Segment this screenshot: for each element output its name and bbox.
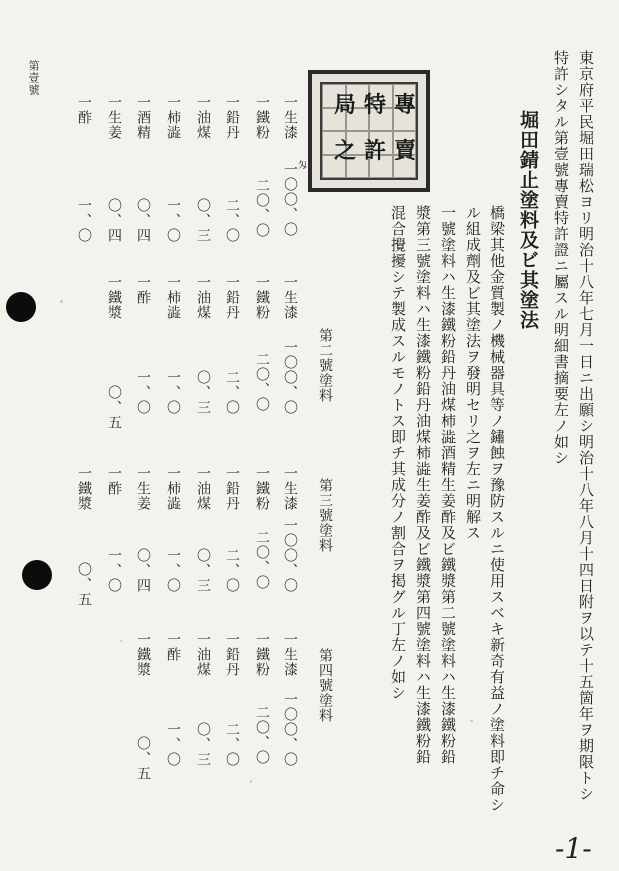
official-seal (308, 70, 430, 192)
body-line-4: ル組成劑及ビ其塗法ヲ發明セリ之ヲ左ニ明解ス (464, 205, 482, 541)
formula-item-amount: 一、〇 (165, 370, 181, 415)
formula-item-name: 一酢 (165, 632, 181, 662)
formula-item-amount: 二、〇 (224, 198, 240, 243)
formula-item-amount: 〇、四 (106, 198, 122, 243)
formula-item-amount: 二〇、〇 (254, 178, 270, 238)
seal-char: 之 (333, 138, 356, 164)
formula-item-amount: 〇、五 (135, 736, 151, 781)
scan-speck (470, 720, 473, 722)
seal-char: 局 (333, 92, 356, 118)
formula-item-name: 一酢 (76, 95, 92, 125)
formula-item-name: 一生漆 (282, 275, 298, 320)
formula-item-amount: 〇、四 (135, 198, 151, 243)
formula-item-name: 一生漆 (282, 95, 298, 140)
formula-item-name: 一酢 (106, 466, 122, 496)
scan-speck (60, 300, 63, 303)
formula-item-name: 一鉛丹 (224, 632, 240, 677)
formula-item-name: 一鐵粉 (254, 632, 270, 677)
formula-heading: 第二號塗料 (317, 328, 333, 403)
formula-item-name: 一酒精 (135, 95, 151, 140)
scan-speck (120, 640, 122, 642)
formula-item-amount: 二〇、〇 (254, 530, 270, 590)
formula-item-name: 一生姜 (135, 466, 151, 511)
formula-item-name: 一柿澁 (165, 466, 181, 511)
page-number: -1- (555, 832, 592, 865)
formula-item-amount: 二〇、〇 (254, 352, 270, 412)
formula-item-amount: 二、〇 (224, 370, 240, 415)
formula-item-amount: 〇、三 (195, 370, 211, 415)
formula-item-name: 一鐵漿 (76, 466, 92, 511)
punch-hole-bottom (22, 560, 52, 590)
formula-item-amount: 一、〇 (76, 198, 92, 243)
formula-item-amount: 一〇〇、〇 (282, 162, 298, 237)
body-line-2: 特許シタル第壹號專賣特許證ニ屬スル明細書摘要左ノ如シ (552, 50, 570, 466)
formula-item-amount: 二、〇 (224, 722, 240, 767)
formula-item-amount: 一、〇 (165, 548, 181, 593)
formula-item-name: 一油煤 (195, 632, 211, 677)
unit-label: 匁 (296, 160, 306, 170)
formula-item-name: 一鐵粉 (254, 275, 270, 320)
formula-item-name: 一油煤 (195, 95, 211, 140)
formula-item-name: 一生漆 (282, 632, 298, 677)
formula-item-amount: 二〇、〇 (254, 705, 270, 765)
scan-speck (250, 780, 252, 783)
seal-char: 許 (363, 138, 386, 164)
body-line-7: 混合攪擾シテ製成スルモノトス即チ其成分ノ割合ヲ掲グル丁左ノ如シ (389, 205, 407, 701)
formula-item-name: 一油煤 (195, 275, 211, 320)
body-line-5: 一號塗料ハ生漆鐵粉鉛丹油煤柿澁酒精生姜酢及ビ鐵漿第二號塗料ハ生漆鐵粉鉛 (439, 205, 457, 765)
seal-char: 特 (363, 92, 386, 118)
seal-char: 專 (393, 92, 416, 118)
formula-item-name: 一鐵漿 (135, 632, 151, 677)
formula-item-name: 一生漆 (282, 466, 298, 511)
punch-hole-top (6, 292, 36, 322)
formula-item-name: 一鉛丹 (224, 275, 240, 320)
formula-item-name: 一鐵粉 (254, 95, 270, 140)
doc-number: 第壹號 (27, 60, 40, 96)
formula-item-amount: 〇、四 (135, 548, 151, 593)
formula-item-amount: 二、〇 (224, 548, 240, 593)
formula-item-amount: 〇、三 (195, 722, 211, 767)
formula-item-name: 一柿澁 (165, 275, 181, 320)
formula-item-amount: 〇、三 (195, 548, 211, 593)
formula-item-name: 一柿澁 (165, 95, 181, 140)
formula-item-name: 一生姜 (106, 95, 122, 140)
body-line-3: 橋梁其他金質製ノ機械器具等ノ鏽蝕ヲ豫防スルニ使用スベキ新奇有益ノ塗料即チ命シ (488, 205, 506, 813)
formula-item-name: 一鉛丹 (224, 95, 240, 140)
formula-item-name: 一鐵粉 (254, 466, 270, 511)
formula-item-name: 一酢 (135, 275, 151, 305)
formula-item-amount: 〇、五 (106, 385, 122, 430)
formula-item-name: 一鉛丹 (224, 466, 240, 511)
formula-item-amount: 一、〇 (165, 722, 181, 767)
formula-heading: 第三號塗料 (317, 478, 333, 553)
body-line-1: 東京府平民堀田瑞松ヨリ明治十八年七月一日ニ出願シ明治十八年八月十四日附ヲ以テ十五箇年ヲ期限トシ (577, 50, 595, 802)
formula-item-name: 一鐵漿 (106, 275, 122, 320)
formula-item-amount: 〇、五 (76, 562, 92, 607)
formula-item-amount: 一〇〇、〇 (282, 518, 298, 593)
formula-item-name: 一油煤 (195, 466, 211, 511)
document-title: 堀田錆止塗料及ビ其塗法 (517, 110, 539, 330)
formula-item-amount: 一〇〇、〇 (282, 340, 298, 415)
body-line-6: 漿第三號塗料ハ生漆鐵粉鉛丹油煤柿澁生姜酢及ビ鐵漿第四號塗料ハ生漆鐵粉鉛 (414, 205, 432, 765)
formula-heading: 第四號塗料 (317, 648, 333, 723)
formula-item-amount: 〇、三 (195, 198, 211, 243)
formula-item-amount: 一、〇 (106, 548, 122, 593)
formula-item-amount: 一、〇 (135, 370, 151, 415)
seal-char: 賣 (393, 138, 416, 164)
formula-item-amount: 一、〇 (165, 198, 181, 243)
formula-item-amount: 一〇〇、〇 (282, 692, 298, 767)
